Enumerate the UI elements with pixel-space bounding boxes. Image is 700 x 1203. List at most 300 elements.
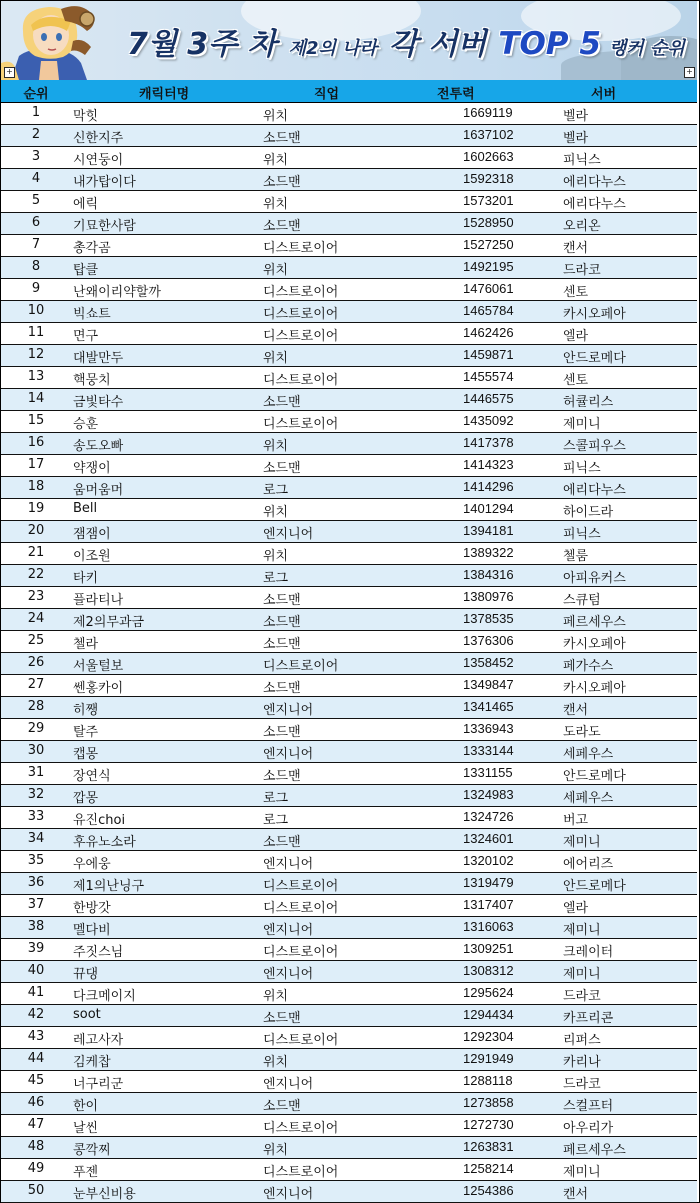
server-cell: 드라코 <box>563 263 601 278</box>
name-cell: 에릭 <box>73 197 99 212</box>
rank-cell: 11 <box>27 325 45 340</box>
rank-cell: 26 <box>27 655 45 670</box>
server-cell: 페르세우스 <box>563 1143 626 1158</box>
server-cell: 카시오페아 <box>563 637 626 652</box>
banner-title <box>127 19 685 63</box>
name-cell: 송도오빠 <box>73 439 124 454</box>
name-cell: 기묘한사람 <box>73 219 136 234</box>
rank-cell: 47 <box>27 1117 45 1132</box>
server-cell: 아우리가 <box>563 1121 614 1136</box>
job-cell: 로그 <box>263 483 289 498</box>
table-row <box>1 1159 697 1181</box>
job-cell: 디스트로이어 <box>263 659 339 674</box>
power-cell: 1669119 <box>463 105 513 120</box>
table-row <box>1 301 697 323</box>
power-cell: 1394181 <box>463 523 514 538</box>
server-cell: 카리나 <box>563 1055 601 1070</box>
server-cell: 스콜피우스 <box>563 439 626 454</box>
power-cell: 1376306 <box>463 633 514 648</box>
table-row <box>1 1027 697 1049</box>
table-row <box>1 609 697 631</box>
job-cell: 위치 <box>263 1055 289 1070</box>
table-row <box>1 1049 697 1071</box>
table-row <box>1 411 697 433</box>
power-cell: 1465784 <box>463 303 514 318</box>
power-cell: 1446575 <box>463 391 514 406</box>
server-cell: 피닉스 <box>563 461 601 476</box>
table-row <box>1 455 697 477</box>
power-cell: 1319479 <box>463 875 514 890</box>
name-cell: 플라티나 <box>73 593 124 608</box>
power-cell: 1272730 <box>463 1117 514 1132</box>
name-cell: 다크메이지 <box>73 989 136 1004</box>
server-cell: 제미니 <box>563 417 601 432</box>
banner <box>1 1 697 80</box>
table-row <box>1 895 697 917</box>
job-cell: 디스트로이어 <box>263 241 339 256</box>
power-cell: 1254386 <box>463 1183 514 1198</box>
job-cell: 위치 <box>263 505 289 520</box>
job-cell: 디스트로이어 <box>263 307 339 322</box>
banner-title-week: 7월 3주 차 <box>127 27 277 62</box>
rank-cell: 24 <box>27 611 45 626</box>
job-cell: 엔지니어 <box>263 527 314 542</box>
job-cell: 로그 <box>263 791 289 806</box>
server-cell: 캔서 <box>563 241 589 256</box>
rank-cell: 12 <box>27 347 45 362</box>
server-cell: 엘라 <box>563 901 589 916</box>
name-cell: 탈주 <box>73 725 99 740</box>
job-cell: 위치 <box>263 351 289 366</box>
rank-cell: 13 <box>27 369 45 384</box>
server-cell: 에리다누스 <box>563 483 626 498</box>
power-cell: 1637102 <box>463 127 514 142</box>
rank-cell: 38 <box>27 919 45 934</box>
job-cell: 소드맨 <box>263 681 301 696</box>
table-row <box>1 697 697 719</box>
server-cell: 안드로메다 <box>563 879 626 894</box>
rank-cell: 39 <box>27 941 45 956</box>
rank-cell: 50 <box>27 1183 45 1198</box>
table-row <box>1 719 697 741</box>
name-cell: soot <box>73 1007 101 1022</box>
rank-cell: 37 <box>27 897 45 912</box>
name-cell: 시연둥이 <box>73 153 124 168</box>
table-row <box>1 345 697 367</box>
job-cell: 소드맨 <box>263 461 301 476</box>
header-server: 서버 <box>591 86 617 101</box>
rank-cell: 2 <box>31 127 41 142</box>
name-cell: 한이 <box>73 1099 99 1114</box>
job-cell: 엔지니어 <box>263 747 314 762</box>
power-cell: 1324983 <box>463 787 514 802</box>
power-cell: 1384316 <box>463 567 514 582</box>
name-cell: 주짓스님 <box>73 945 124 960</box>
job-cell: 디스트로이어 <box>263 1033 339 1048</box>
table-row <box>1 763 697 785</box>
job-cell: 디스트로이어 <box>263 945 339 960</box>
rank-cell: 28 <box>27 699 45 714</box>
rank-cell: 19 <box>27 501 45 516</box>
name-cell: 총각곰 <box>73 241 111 256</box>
power-cell: 1294434 <box>463 1007 514 1022</box>
rank-cell: 4 <box>31 171 41 186</box>
name-cell: 콩깍찌 <box>73 1143 111 1158</box>
name-cell: 유진choi <box>73 813 126 828</box>
server-cell: 센토 <box>563 285 589 300</box>
server-cell: 스큐텀 <box>563 593 601 608</box>
name-cell: 멜다비 <box>73 923 111 938</box>
server-cell: 하이드라 <box>563 505 614 520</box>
table-row <box>1 1181 697 1203</box>
power-cell: 1309251 <box>463 941 514 956</box>
table-row <box>1 807 697 829</box>
table-row <box>1 1005 697 1027</box>
power-cell: 1349847 <box>463 677 514 692</box>
rank-cell: 48 <box>27 1139 45 1154</box>
rank-cell: 8 <box>31 259 41 274</box>
server-cell: 카프리콘 <box>563 1011 614 1026</box>
rank-cell: 14 <box>27 391 45 406</box>
server-cell: 페가수스 <box>563 659 614 674</box>
power-cell: 1459871 <box>463 347 514 362</box>
job-cell: 소드맨 <box>263 1099 301 1114</box>
job-cell: 디스트로이어 <box>263 373 339 388</box>
table-row <box>1 851 697 873</box>
server-cell: 드라코 <box>563 1077 601 1092</box>
server-cell: 제미니 <box>563 967 601 982</box>
job-cell: 위치 <box>263 439 289 454</box>
power-cell: 1273858 <box>463 1095 514 1110</box>
table-row <box>1 741 697 763</box>
rank-cell: 25 <box>27 633 45 648</box>
table-row <box>1 939 697 961</box>
power-cell: 1336943 <box>463 721 514 736</box>
rank-cell: 31 <box>27 765 45 780</box>
table-row <box>1 1093 697 1115</box>
table-row <box>1 389 697 411</box>
rank-cell: 20 <box>27 523 45 538</box>
rank-cell: 15 <box>27 413 45 428</box>
job-cell: 소드맨 <box>263 219 301 234</box>
rank-cell: 7 <box>31 237 41 252</box>
server-cell: 캔서 <box>563 703 589 718</box>
rank-cell: 34 <box>27 831 45 846</box>
server-cell: 카시오페아 <box>563 681 626 696</box>
name-cell: 레고사자 <box>73 1033 124 1048</box>
name-cell: 날씬 <box>73 1121 99 1136</box>
server-cell: 세페우스 <box>563 791 614 806</box>
banner-title-top5: TOP 5 <box>498 26 601 62</box>
rank-cell: 30 <box>27 743 45 758</box>
table-row <box>1 1115 697 1137</box>
job-cell: 디스트로이어 <box>263 879 339 894</box>
name-cell: 장연식 <box>73 769 111 784</box>
power-cell: 1492195 <box>463 259 514 274</box>
job-cell: 소드맨 <box>263 615 301 630</box>
job-cell: 소드맨 <box>263 1011 301 1026</box>
job-cell: 소드맨 <box>263 131 301 146</box>
table-row <box>1 213 697 235</box>
job-cell: 엔지니어 <box>263 1077 314 1092</box>
job-cell: 엔지니어 <box>263 703 314 718</box>
job-cell: 소드맨 <box>263 593 301 608</box>
rank-cell: 45 <box>27 1073 45 1088</box>
table-row <box>1 785 697 807</box>
rank-cell: 27 <box>27 677 45 692</box>
name-cell: 첼라 <box>73 637 99 652</box>
power-cell: 1258214 <box>463 1161 514 1176</box>
power-cell: 1320102 <box>463 853 514 868</box>
banner-title-ranker: 랭커 순위 <box>608 38 685 59</box>
name-cell: 눈부신비용 <box>73 1187 136 1202</box>
table-row <box>1 235 697 257</box>
rank-cell: 17 <box>27 457 45 472</box>
table-row <box>1 521 697 543</box>
name-cell: 쎈홍카이 <box>73 681 124 696</box>
name-cell: 후유노소라 <box>73 835 136 850</box>
job-cell: 디스트로이어 <box>263 285 339 300</box>
rank-cell: 22 <box>27 567 45 582</box>
name-cell: 핵뭉치 <box>73 373 111 388</box>
corner-marker-icon: + <box>4 67 15 78</box>
server-cell: 리퍼스 <box>563 1033 601 1048</box>
table-row <box>1 433 697 455</box>
table-row <box>1 565 697 587</box>
name-cell: 면구 <box>73 329 99 344</box>
table-row <box>1 323 697 345</box>
name-cell: 약쟁이 <box>73 461 111 476</box>
power-cell: 1358452 <box>463 655 514 670</box>
header-job: 직업 <box>314 86 340 101</box>
power-cell: 1462426 <box>463 325 514 340</box>
job-cell: 디스트로이어 <box>263 329 339 344</box>
server-cell: 캔서 <box>563 1187 589 1202</box>
job-cell: 엔지니어 <box>263 1187 314 1202</box>
server-cell: 에리다누스 <box>563 175 626 190</box>
job-cell: 디스트로이어 <box>263 901 339 916</box>
rank-cell: 10 <box>27 303 45 318</box>
table-row <box>1 103 697 125</box>
header-rank: 순위 <box>23 86 49 101</box>
table-row <box>1 279 697 301</box>
rank-cell: 33 <box>27 809 45 824</box>
rank-cell: 3 <box>31 149 41 164</box>
rank-cell: 23 <box>27 589 45 604</box>
power-cell: 1401294 <box>463 501 514 516</box>
job-cell: 위치 <box>263 153 289 168</box>
table-row <box>1 873 697 895</box>
server-cell: 제미니 <box>563 1165 601 1180</box>
name-cell: 제2의무과금 <box>73 615 145 630</box>
rank-cell: 32 <box>27 787 45 802</box>
name-cell: 대발만두 <box>73 351 124 366</box>
job-cell: 위치 <box>263 109 289 124</box>
header-name: 캐릭터명 <box>139 86 190 101</box>
rank-cell: 40 <box>27 963 45 978</box>
server-cell: 센토 <box>563 373 589 388</box>
name-cell: 탑클 <box>73 263 99 278</box>
name-cell: 금빛타수 <box>73 395 124 410</box>
table-row <box>1 829 697 851</box>
name-cell: 난왜이리약할까 <box>73 285 161 300</box>
table-row <box>1 631 697 653</box>
banner-title-game: 제2의 나라 <box>288 38 377 59</box>
power-cell: 1528950 <box>463 215 514 230</box>
table-row <box>1 499 697 521</box>
server-cell: 버고 <box>563 813 589 828</box>
header-power: 전투력 <box>437 86 475 101</box>
name-cell: 잼잼이 <box>73 527 111 542</box>
table-row <box>1 675 697 697</box>
power-cell: 1316063 <box>463 919 514 934</box>
job-cell: 위치 <box>263 197 289 212</box>
server-cell: 제미니 <box>563 835 601 850</box>
server-cell: 크레이터 <box>563 945 614 960</box>
name-cell: 막힛 <box>73 109 99 124</box>
rank-cell: 42 <box>27 1007 45 1022</box>
job-cell: 소드맨 <box>263 395 301 410</box>
name-cell: 신한지주 <box>73 131 124 146</box>
name-cell: 캡몽 <box>73 747 99 762</box>
power-cell: 1389322 <box>463 545 514 560</box>
table-row <box>1 477 697 499</box>
name-cell: 제1의난닝구 <box>73 879 145 894</box>
power-cell: 1291949 <box>463 1051 514 1066</box>
power-cell: 1435092 <box>463 413 514 428</box>
character-illustration <box>1 1 106 80</box>
table-row <box>1 543 697 565</box>
power-cell: 1592318 <box>463 171 514 186</box>
server-cell: 에어리즈 <box>563 857 614 872</box>
job-cell: 위치 <box>263 549 289 564</box>
table-row <box>1 961 697 983</box>
corner-marker-icon: + <box>684 67 695 78</box>
server-cell: 스컬프터 <box>563 1099 614 1114</box>
server-cell: 피닉스 <box>563 527 601 542</box>
power-cell: 1417378 <box>463 435 514 450</box>
name-cell: 푸젠 <box>73 1165 99 1180</box>
rank-cell: 46 <box>27 1095 45 1110</box>
rank-cell: 44 <box>27 1051 45 1066</box>
server-cell: 벨라 <box>563 109 589 124</box>
power-cell: 1324601 <box>463 831 514 846</box>
server-cell: 도라도 <box>563 725 601 740</box>
table-row <box>1 983 697 1005</box>
name-cell: 타키 <box>73 571 99 586</box>
table-row <box>1 587 697 609</box>
table-row <box>1 917 697 939</box>
table-row <box>1 257 697 279</box>
job-cell: 소드맨 <box>263 835 301 850</box>
table-row <box>1 653 697 675</box>
name-cell: 우에웅 <box>73 857 111 872</box>
job-cell: 위치 <box>263 989 289 1004</box>
power-cell: 1573201 <box>463 193 514 208</box>
server-cell: 에리다누스 <box>563 197 626 212</box>
rank-cell: 41 <box>27 985 45 1000</box>
server-cell: 드라코 <box>563 989 601 1004</box>
server-cell: 오리온 <box>563 219 601 234</box>
name-cell: 서울털보 <box>73 659 124 674</box>
power-cell: 1476061 <box>463 281 514 296</box>
power-cell: 1324726 <box>463 809 514 824</box>
power-cell: 1414296 <box>463 479 514 494</box>
rank-cell: 29 <box>27 721 45 736</box>
power-cell: 1263831 <box>463 1139 514 1154</box>
job-cell: 소드맨 <box>263 637 301 652</box>
rank-cell: 16 <box>27 435 45 450</box>
server-cell: 벨라 <box>563 131 589 146</box>
rank-cell: 9 <box>31 281 41 296</box>
power-cell: 1527250 <box>463 237 514 252</box>
name-cell: Bell <box>73 501 98 516</box>
name-cell: 움머움머 <box>73 483 124 498</box>
server-cell: 첼룸 <box>563 549 589 564</box>
server-cell: 허큘리스 <box>563 395 614 410</box>
name-cell: 승훈 <box>73 417 99 432</box>
rank-cell: 18 <box>27 479 45 494</box>
power-cell: 1414323 <box>463 457 514 472</box>
ranking-table-body <box>1 103 697 1203</box>
table-row <box>1 367 697 389</box>
job-cell: 엔지니어 <box>263 857 314 872</box>
server-cell: 세페우스 <box>563 747 614 762</box>
job-cell: 로그 <box>263 571 289 586</box>
job-cell: 엔지니어 <box>263 967 314 982</box>
name-cell: 이조원 <box>73 549 111 564</box>
power-cell: 1308312 <box>463 963 514 978</box>
server-cell: 안드로메다 <box>563 769 626 784</box>
table-row <box>1 125 697 147</box>
name-cell: 내가탑이다 <box>73 175 136 190</box>
server-cell: 아피유커스 <box>563 571 626 586</box>
name-cell: 한방갓 <box>73 901 111 916</box>
rank-cell: 6 <box>31 215 41 230</box>
name-cell: 김케찹 <box>73 1055 111 1070</box>
power-cell: 1341465 <box>463 699 514 714</box>
power-cell: 1331155 <box>463 765 513 780</box>
rank-cell: 5 <box>31 193 41 208</box>
server-cell: 안드로메다 <box>563 351 626 366</box>
power-cell: 1378535 <box>463 611 514 626</box>
rank-cell: 43 <box>27 1029 45 1044</box>
server-cell: 엘라 <box>563 329 589 344</box>
name-cell: 뀨댕 <box>73 967 99 982</box>
power-cell: 1292304 <box>463 1029 514 1044</box>
power-cell: 1295624 <box>463 985 514 1000</box>
server-cell: 페르세우스 <box>563 615 626 630</box>
power-cell: 1288118 <box>463 1073 513 1088</box>
server-cell: 제미니 <box>563 923 601 938</box>
rank-cell: 36 <box>27 875 45 890</box>
job-cell: 위치 <box>263 263 289 278</box>
name-cell: 깝몽 <box>73 791 99 806</box>
name-cell: 히쨍 <box>73 703 99 718</box>
table-row <box>1 191 697 213</box>
job-cell: 디스트로이어 <box>263 417 339 432</box>
table-row <box>1 1137 697 1159</box>
table-row <box>1 169 697 191</box>
power-cell: 1602663 <box>463 149 514 164</box>
job-cell: 소드맨 <box>263 175 301 190</box>
job-cell: 로그 <box>263 813 289 828</box>
server-cell: 카시오페아 <box>563 307 626 322</box>
job-cell: 위치 <box>263 1143 289 1158</box>
rank-cell: 49 <box>27 1161 45 1176</box>
table-header <box>1 80 697 103</box>
job-cell: 디스트로이어 <box>263 1121 339 1136</box>
